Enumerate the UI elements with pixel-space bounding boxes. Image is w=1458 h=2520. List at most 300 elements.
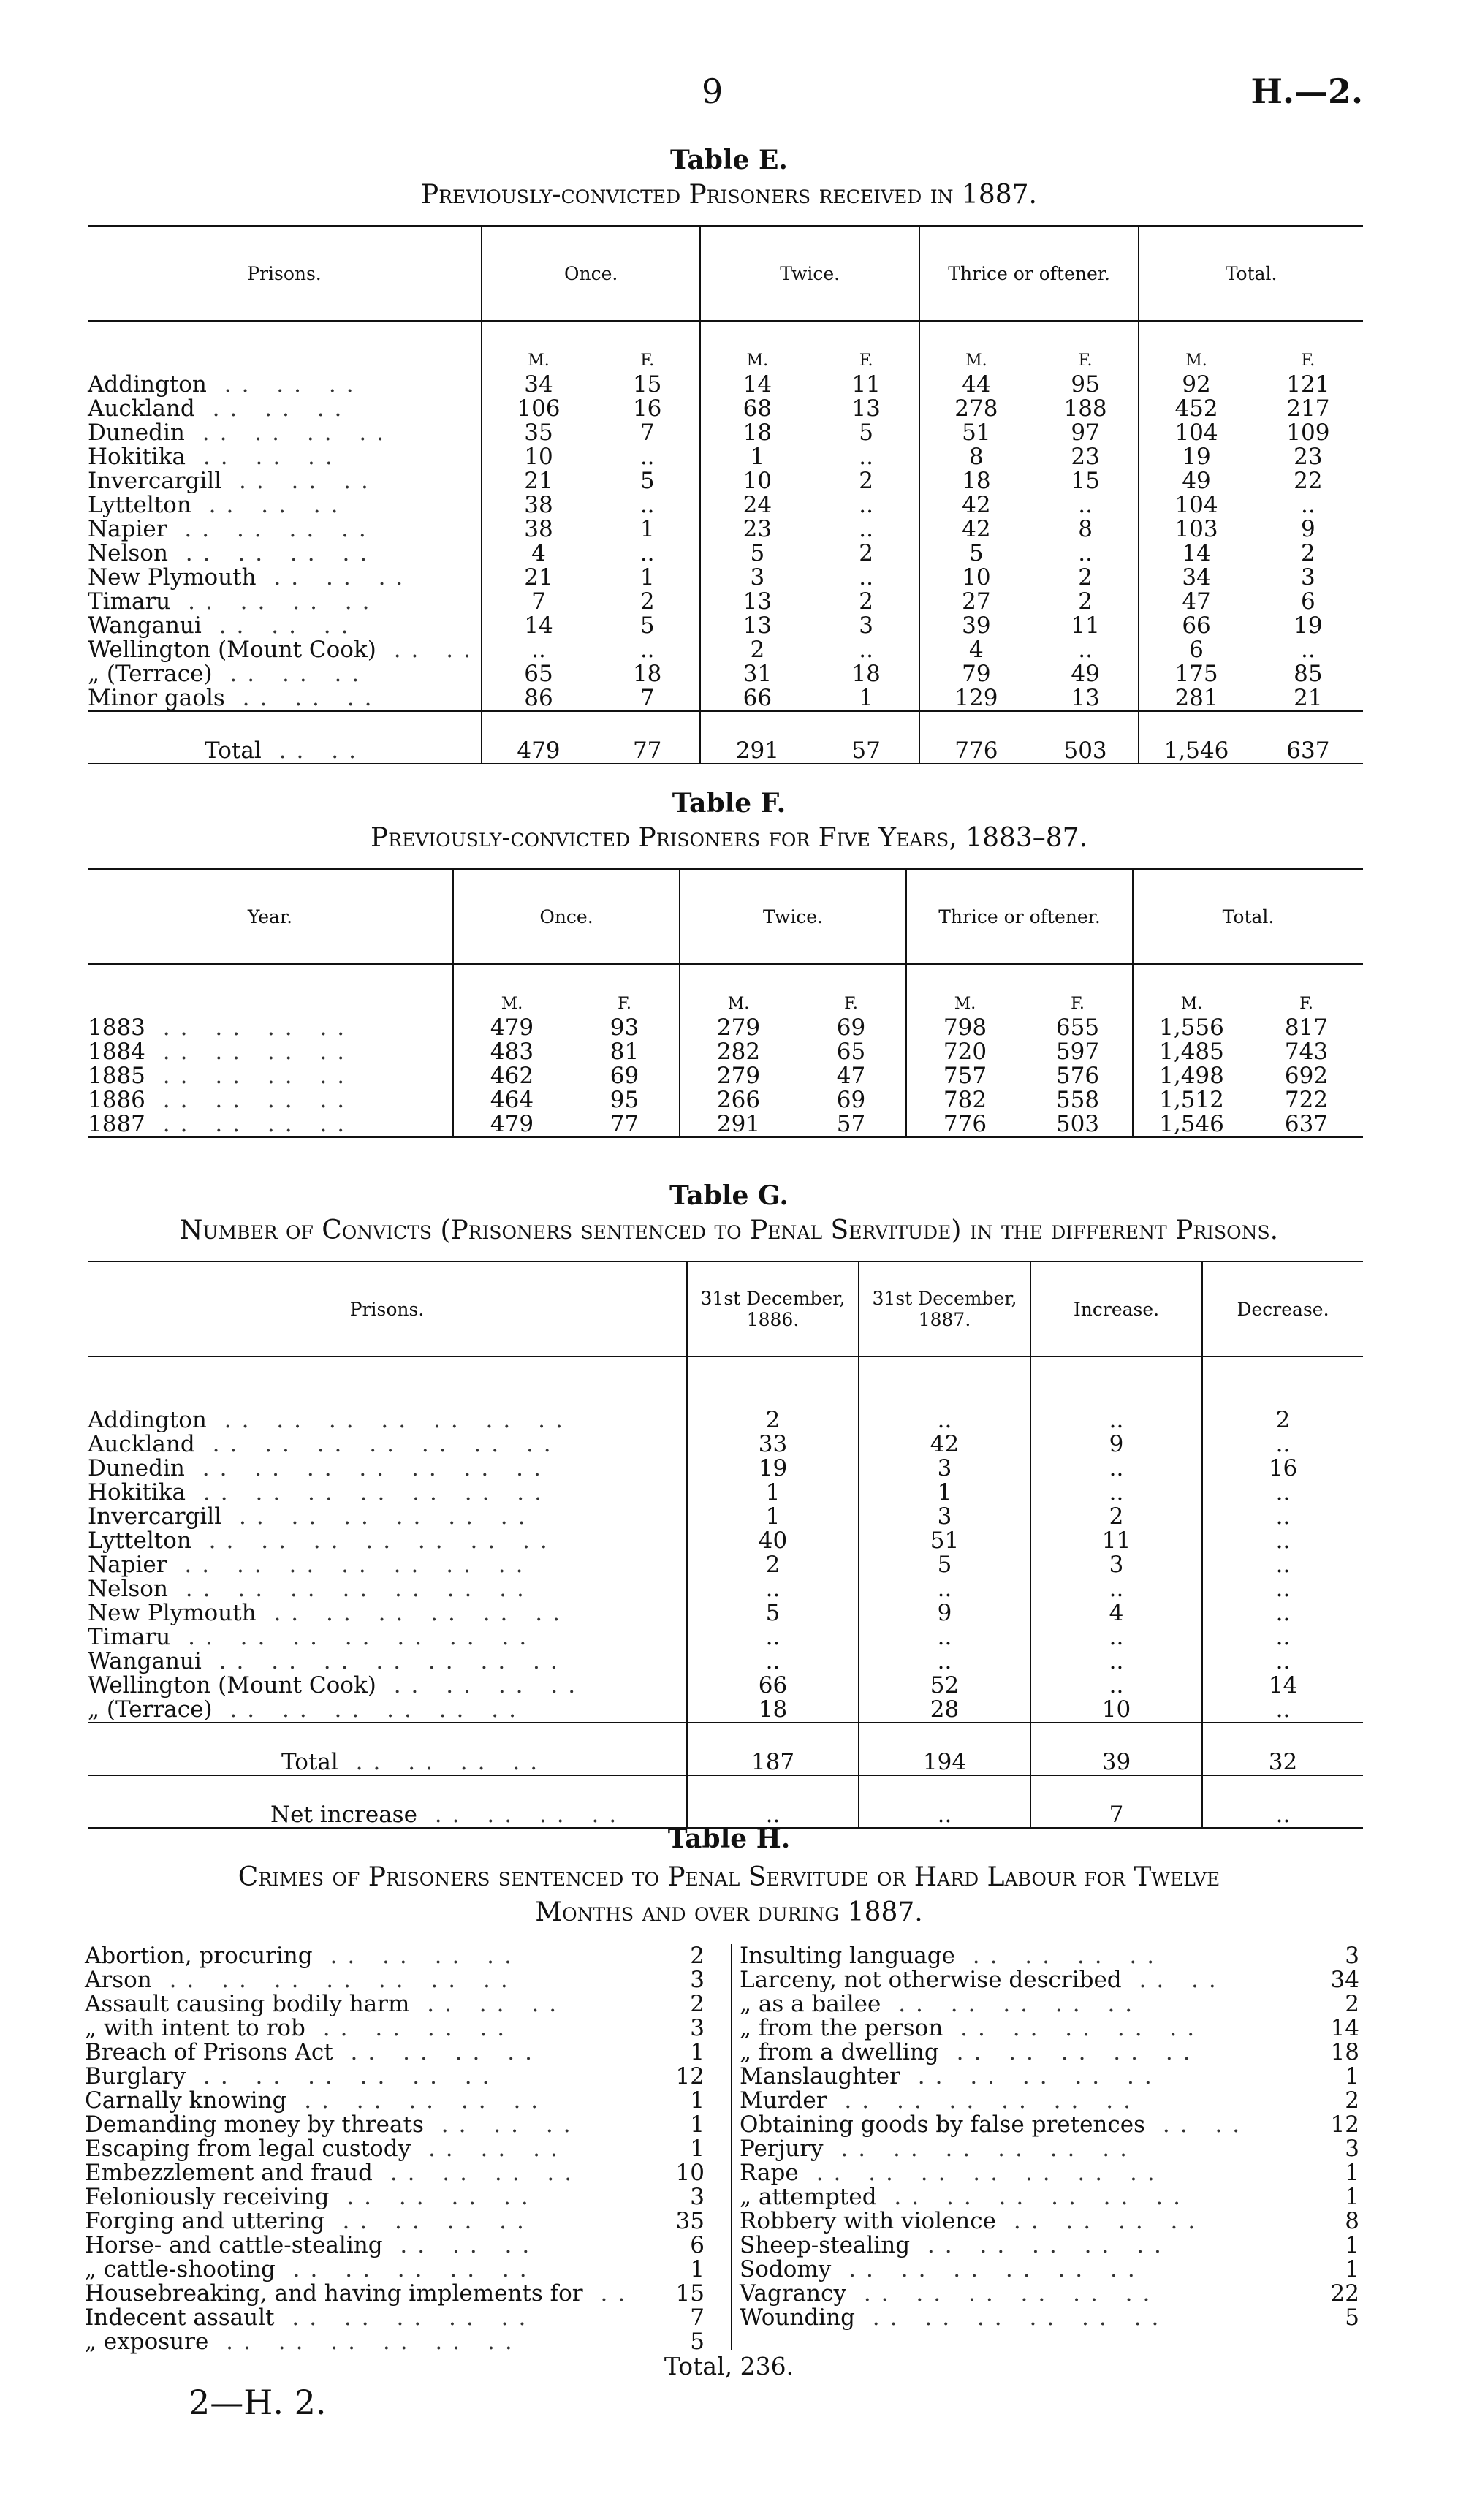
male-value: 464 (453, 1088, 570, 1112)
female-value: 16 (632, 395, 662, 422)
leader-dots: .. .. .. .. (305, 2015, 515, 2041)
column-header: Increase. (1030, 1261, 1202, 1356)
row-label (88, 590, 482, 614)
leader-dots: .. .. .. .. .. .. .. (201, 1648, 568, 1674)
male-header: M. (700, 321, 813, 373)
female-value: 1 (639, 564, 655, 591)
column-header: Once. (453, 869, 680, 964)
female-value: 2 (1301, 540, 1315, 566)
crime-count: 1 (690, 2039, 705, 2065)
female-header: F. (618, 995, 631, 1013)
table-row (88, 1112, 1363, 1137)
cell-value: .. (1202, 1505, 1363, 1529)
row-name: Invercargill (88, 468, 222, 494)
female-value: 49 (1071, 661, 1100, 687)
cell-value: .. (1030, 1674, 1202, 1698)
male-value: 14 (482, 614, 595, 638)
male-value: 66 (1139, 614, 1253, 638)
row-name: Minor gaols (88, 685, 225, 711)
crime-row (85, 2185, 705, 2209)
female-value: 597 (1055, 1039, 1100, 1065)
crime-name: Forging and uttering (85, 2208, 325, 2234)
female-value: .. (859, 516, 873, 542)
cell-value: 5 (859, 1553, 1030, 1577)
leader-dots: .. .. .. .. .. .. .. (798, 2160, 1165, 2186)
crime-name: „ from the person (740, 2015, 943, 2041)
male-value: .. (482, 638, 595, 662)
row-name: New Plymouth (88, 564, 257, 591)
row-label (88, 1408, 687, 1432)
leader-dots: .. .. .. .. .. .. .. (151, 1967, 518, 1993)
male-value: 720 (906, 1040, 1023, 1064)
male-value: 1,546 (1133, 1112, 1250, 1137)
row-label (88, 469, 482, 493)
cell-value: .. (859, 1775, 1030, 1828)
female-value: 77 (570, 1112, 680, 1137)
female-value: 637 (1250, 1112, 1363, 1137)
crime-name: „ with intent to rob (85, 2015, 305, 2041)
column-header: Total. (1139, 226, 1363, 321)
total-value: 637 (1253, 711, 1363, 764)
female-value: 5 (859, 420, 873, 446)
leader-dots: .. .. .. .. (324, 2208, 534, 2234)
male-value: 782 (906, 1088, 1023, 1112)
leader-dots: .. .. .. (411, 2136, 568, 2162)
cell-value: .. (859, 1625, 1030, 1650)
male-value: 175 (1139, 662, 1253, 686)
female-value: 11 (1071, 612, 1100, 639)
cell-value: .. (1202, 1553, 1363, 1577)
row-label (88, 1650, 687, 1674)
row-label (88, 1064, 453, 1088)
table-row (88, 686, 1363, 711)
female-value: 69 (836, 1014, 866, 1041)
table-h-subtitle: Crimes of Prisoners sentenced to Penal Servitude or Hard Labour for Twelve Months and over during 1887. (238, 1862, 1220, 1927)
row-label (88, 373, 482, 397)
crime-count: 1 (1345, 2232, 1359, 2258)
male-value: 79 (919, 662, 1033, 686)
row-label (88, 1481, 687, 1505)
male-value: 35 (482, 421, 595, 445)
crime-name: Escaping from legal custody (85, 2136, 411, 2162)
crime-name: Feloniously receiving (85, 2184, 330, 2210)
female-header: F. (844, 995, 858, 1013)
male-value: 27 (919, 590, 1033, 614)
total-value: 1,546 (1139, 711, 1253, 764)
crime-count: 1 (1345, 2256, 1359, 2282)
female-value: .. (859, 564, 873, 591)
cell-value: 9 (859, 1601, 1030, 1625)
male-value: 10 (482, 445, 595, 469)
female-value: 743 (1284, 1039, 1329, 1065)
leader-dots: .. .. .. .. .. (881, 1991, 1143, 2017)
cell-value: 1 (687, 1505, 859, 1529)
male-value: 1,512 (1133, 1088, 1250, 1112)
crime-count: 1 (1345, 2184, 1359, 2210)
female-value: .. (1301, 637, 1315, 663)
leader-dots: .. .. (1121, 1967, 1226, 1993)
crime-name: Carnally knowing (85, 2087, 287, 2114)
crime-row (85, 2306, 705, 2330)
male-value: 39 (919, 614, 1033, 638)
leader-dots: .. .. .. .. .. .. .. (184, 1455, 551, 1481)
blank-cell (88, 1356, 687, 1408)
leader-dots: .. .. .. .. (184, 420, 395, 446)
cell-value: .. (687, 1650, 859, 1674)
female-value: 47 (836, 1063, 866, 1089)
male-header: M. (1133, 964, 1250, 1016)
row-label (88, 1457, 687, 1481)
male-value: 281 (1139, 686, 1253, 711)
male-value: 4 (482, 542, 595, 566)
leader-dots: .. .. .. .. .. (943, 2015, 1205, 2041)
female-value: .. (639, 637, 655, 663)
column-header: Thrice or oftener. (906, 869, 1133, 964)
row-label (88, 542, 482, 566)
total-value: 776 (919, 711, 1033, 764)
female-value: 11 (851, 371, 881, 398)
crime-row (740, 2282, 1359, 2306)
leader-dots: .. .. .. .. .. .. (827, 2087, 1141, 2114)
male-value: 452 (1139, 397, 1253, 421)
crime-name: Murder (740, 2087, 827, 2114)
crime-name: „ as a bailee (740, 1991, 881, 2017)
total-value: 57 (813, 711, 919, 764)
male-value: 5 (919, 542, 1033, 566)
crime-count: 12 (1330, 2111, 1359, 2138)
table-row (88, 1457, 1363, 1481)
male-value: 483 (453, 1040, 570, 1064)
female-header: F. (640, 352, 655, 370)
female-value: 65 (836, 1039, 866, 1065)
column-header: 31st December, 1886. (687, 1261, 859, 1356)
male-value: 19 (1139, 445, 1253, 469)
female-value: 2 (859, 468, 873, 494)
cell-value: 4 (1030, 1601, 1202, 1625)
total-value: 479 (482, 711, 595, 764)
leader-dots: .. .. .. .. (145, 1111, 355, 1137)
cell-value: 2 (1202, 1408, 1363, 1432)
row-name: Net increase (270, 1802, 417, 1828)
female-value: 3 (859, 612, 873, 639)
row-name: Dunedin (88, 1455, 185, 1481)
crime-count: 2 (690, 1943, 705, 1969)
female-value: 15 (632, 371, 662, 398)
crime-row (740, 1944, 1359, 1968)
male-value: 49 (1139, 469, 1253, 493)
male-value: 23 (700, 517, 813, 542)
crime-row (740, 2137, 1359, 2161)
female-value: 13 (851, 395, 881, 422)
male-value: 757 (906, 1064, 1023, 1088)
male-value: 42 (919, 517, 1033, 542)
female-value: 19 (1294, 612, 1323, 639)
crime-count: 15 (675, 2280, 705, 2307)
cell-value: .. (687, 1577, 859, 1601)
column-header: Year. (88, 869, 453, 964)
female-value: 57 (797, 1112, 906, 1137)
cell-value: 33 (687, 1432, 859, 1457)
female-value: 3 (1301, 564, 1315, 591)
crime-count: 7 (690, 2304, 705, 2331)
male-value: 44 (919, 373, 1033, 397)
female-value: 6 (1301, 588, 1315, 615)
cell-value: .. (1030, 1457, 1202, 1481)
crime-name: Breach of Prisons Act (85, 2039, 333, 2065)
total-value: 77 (595, 711, 700, 764)
male-value: 278 (919, 397, 1033, 421)
leader-dots: .. .. .. (191, 492, 349, 518)
row-label (88, 1040, 453, 1064)
leader-dots: .. .. .. .. .. .. .. (167, 1552, 534, 1578)
female-value: 13 (1071, 685, 1100, 711)
row-label (88, 1674, 687, 1698)
leader-dots: .. .. .. .. .. .. .. (170, 1624, 537, 1650)
row-name: Timaru (88, 1624, 171, 1650)
crime-row (740, 2089, 1359, 2113)
female-value: 9 (1301, 516, 1315, 542)
crime-name: Assault causing bodily harm (85, 1991, 410, 2017)
cell-value: 1 (687, 1481, 859, 1505)
leader-dots: .. .. .. .. (170, 588, 380, 615)
leader-dots: .. .. .. .. .. .. (208, 2329, 523, 2355)
cell-value: .. (687, 1625, 859, 1650)
leader-dots: .. .. .. .. .. (938, 2039, 1201, 2065)
female-value: 2 (1078, 588, 1093, 615)
leader-dots: .. .. .. .. (995, 2208, 1206, 2234)
leader-dots: .. .. (1145, 2111, 1250, 2138)
male-value: 279 (680, 1016, 797, 1040)
crime-row (85, 2113, 705, 2137)
female-value: 2 (859, 540, 873, 566)
male-value: 104 (1139, 493, 1253, 517)
crime-row (740, 2016, 1359, 2041)
crime-name: Horse- and cattle-stealing (85, 2232, 383, 2258)
crime-row (85, 1968, 705, 1992)
female-value: 1 (639, 516, 655, 542)
male-value: 51 (919, 421, 1033, 445)
leader-dots: .. .. .. .. .. .. (854, 2304, 1169, 2331)
female-value: 8 (1078, 516, 1093, 542)
female-value: 7 (639, 685, 655, 711)
crime-count: 1 (690, 2256, 705, 2282)
table-row (88, 1650, 1363, 1674)
table-row (88, 373, 1363, 397)
female-header: F. (1301, 352, 1315, 370)
crime-name: Robbery with violence (740, 2208, 996, 2234)
row-name: Lyttelton (88, 492, 191, 518)
total-row (88, 1723, 1363, 1775)
cell-value: 1 (859, 1481, 1030, 1505)
crime-count: 14 (1330, 2015, 1359, 2041)
table-f-subtitle: Previously-convicted Prisoners for Five Years, 1883–87. (370, 823, 1088, 853)
row-name: „ (Terrace) (88, 1696, 213, 1723)
crime-name: „ attempted (740, 2184, 877, 2210)
male-value: 462 (453, 1064, 570, 1088)
male-value: 798 (906, 1016, 1023, 1040)
row-label (88, 517, 482, 542)
male-value: 31 (700, 662, 813, 686)
leader-dots: .. .. .. .. .. (286, 2087, 549, 2114)
cell-value: 9 (1030, 1432, 1202, 1457)
row-label (88, 1112, 453, 1137)
crime-count: 8 (1345, 2208, 1359, 2234)
male-value: 21 (482, 566, 595, 590)
cell-value: .. (1202, 1481, 1363, 1505)
cell-value: 2 (687, 1408, 859, 1432)
crime-row (85, 2041, 705, 2065)
female-value: 576 (1055, 1063, 1100, 1089)
male-value: 86 (482, 686, 595, 711)
female-value: 1 (859, 685, 873, 711)
male-value: 1,498 (1133, 1064, 1250, 1088)
table-row (88, 1553, 1363, 1577)
leader-dots: .. .. .. .. (145, 1039, 355, 1065)
blank-cell (859, 1356, 1030, 1408)
cell-value: .. (687, 1775, 859, 1828)
table-row (88, 1601, 1363, 1625)
column-header: Twice. (700, 226, 919, 321)
leader-dots: .. .. .. .. .. .. (831, 2256, 1145, 2282)
crime-row (740, 2113, 1359, 2137)
table-g (88, 1261, 1363, 1829)
spacer-row (88, 1356, 1363, 1408)
crime-count: 1 (690, 2136, 705, 2162)
male-header: M. (906, 964, 1023, 1016)
row-label (88, 1088, 453, 1112)
table-row (88, 445, 1363, 469)
crime-name: Abortion, procuring (85, 1943, 313, 1969)
male-value: 92 (1139, 373, 1253, 397)
table-row (88, 1625, 1363, 1650)
net-increase-row (88, 1775, 1363, 1828)
crime-name: Vagrancy (740, 2280, 847, 2307)
leader-dots: .. .. .. (201, 612, 359, 639)
female-value: 7 (639, 420, 655, 446)
table-row (88, 1529, 1363, 1553)
leader-dots: .. .. .. .. .. .. (823, 2136, 1137, 2162)
male-value: 65 (482, 662, 595, 686)
row-name: 1884 (88, 1039, 145, 1065)
cell-value: 2 (687, 1553, 859, 1577)
leader-dots: .. .. .. (186, 444, 343, 470)
table-e-label: Table E. (670, 145, 788, 175)
cell-value: 66 (687, 1674, 859, 1698)
female-header: F. (1078, 352, 1093, 370)
table-row (88, 542, 1363, 566)
row-name: Hokitika (88, 1479, 186, 1506)
row-name: 1886 (88, 1087, 145, 1113)
male-value: 106 (482, 397, 595, 421)
female-value: 23 (1071, 444, 1100, 470)
male-value: 1,556 (1133, 1016, 1250, 1040)
cell-value: 14 (1202, 1674, 1363, 1698)
female-value: 95 (610, 1087, 639, 1113)
female-value: 5 (639, 612, 655, 639)
blank-cell (88, 321, 482, 373)
cell-value: .. (859, 1577, 1030, 1601)
leader-dots: .. .. .. .. (417, 1802, 627, 1828)
crime-name: Arson (85, 1967, 152, 1993)
crime-count: 3 (1345, 2136, 1359, 2162)
header-row (88, 226, 1363, 321)
female-value: 97 (1071, 420, 1100, 446)
male-value: 18 (700, 421, 813, 445)
row-name: Auckland (88, 1431, 195, 1457)
crime-count: 2 (690, 1991, 705, 2017)
crime-row (740, 2306, 1359, 2330)
column-header: 31st December, 1887. (859, 1261, 1030, 1356)
column-header: Total. (1133, 869, 1363, 964)
table-row (88, 662, 1363, 686)
cell-value: .. (1202, 1432, 1363, 1457)
male-value: 7 (482, 590, 595, 614)
male-value: 68 (700, 397, 813, 421)
total-value: 503 (1033, 711, 1139, 764)
crimes-left-column (85, 1944, 705, 2354)
male-header: M. (453, 964, 570, 1016)
male-value: 479 (453, 1112, 570, 1137)
male-value: 5 (700, 542, 813, 566)
leader-dots: .. .. .. .. .. .. (256, 1600, 570, 1626)
crime-count: 3 (690, 2015, 705, 2041)
female-value: 655 (1055, 1014, 1100, 1041)
crime-row (85, 2282, 705, 2306)
crime-name: Wounding (740, 2304, 855, 2331)
crime-row (85, 2234, 705, 2258)
crime-count: 1 (690, 2111, 705, 2138)
crime-name: Housebreaking, and having implements for (85, 2280, 583, 2307)
crime-count: 1 (690, 2087, 705, 2114)
leader-dots: .. .. .. (256, 564, 414, 591)
row-name: Dunedin (88, 420, 185, 446)
cell-value: 194 (859, 1723, 1030, 1775)
table-row (88, 1674, 1363, 1698)
male-value: 10 (700, 469, 813, 493)
row-label (88, 493, 482, 517)
leader-dots: .. .. .. .. (329, 2184, 539, 2210)
female-value: 23 (1294, 444, 1323, 470)
mf-row (88, 321, 1363, 373)
leader-dots: .. .. .. .. (145, 1014, 355, 1041)
table-row (88, 614, 1363, 638)
row-label (88, 421, 482, 445)
female-value: 18 (632, 661, 662, 687)
leader-dots: .. .. .. .. (954, 1943, 1165, 1969)
crime-row (740, 2161, 1359, 2185)
crime-name: Sodomy (740, 2256, 832, 2282)
table-row (88, 1408, 1363, 1432)
table-row (88, 1064, 1363, 1088)
female-value: 188 (1063, 395, 1107, 422)
leader-dots: .. .. .. .. .. .. .. (186, 1479, 552, 1506)
row-name: Addington (88, 371, 207, 398)
female-header: F. (1071, 995, 1085, 1013)
cell-value: 39 (1030, 1723, 1202, 1775)
leader-dots: .. .. (376, 637, 481, 663)
table-row (88, 469, 1363, 493)
leader-dots: .. .. .. (382, 2232, 540, 2258)
male-value: 10 (919, 566, 1033, 590)
row-label (88, 638, 482, 662)
female-value: 69 (836, 1087, 866, 1113)
column-divider (731, 1944, 732, 2350)
male-value: 42 (919, 493, 1033, 517)
male-value: 38 (482, 517, 595, 542)
crime-count: 2 (1345, 1991, 1359, 2017)
female-value: 692 (1284, 1063, 1329, 1089)
cell-value: .. (1202, 1529, 1363, 1553)
